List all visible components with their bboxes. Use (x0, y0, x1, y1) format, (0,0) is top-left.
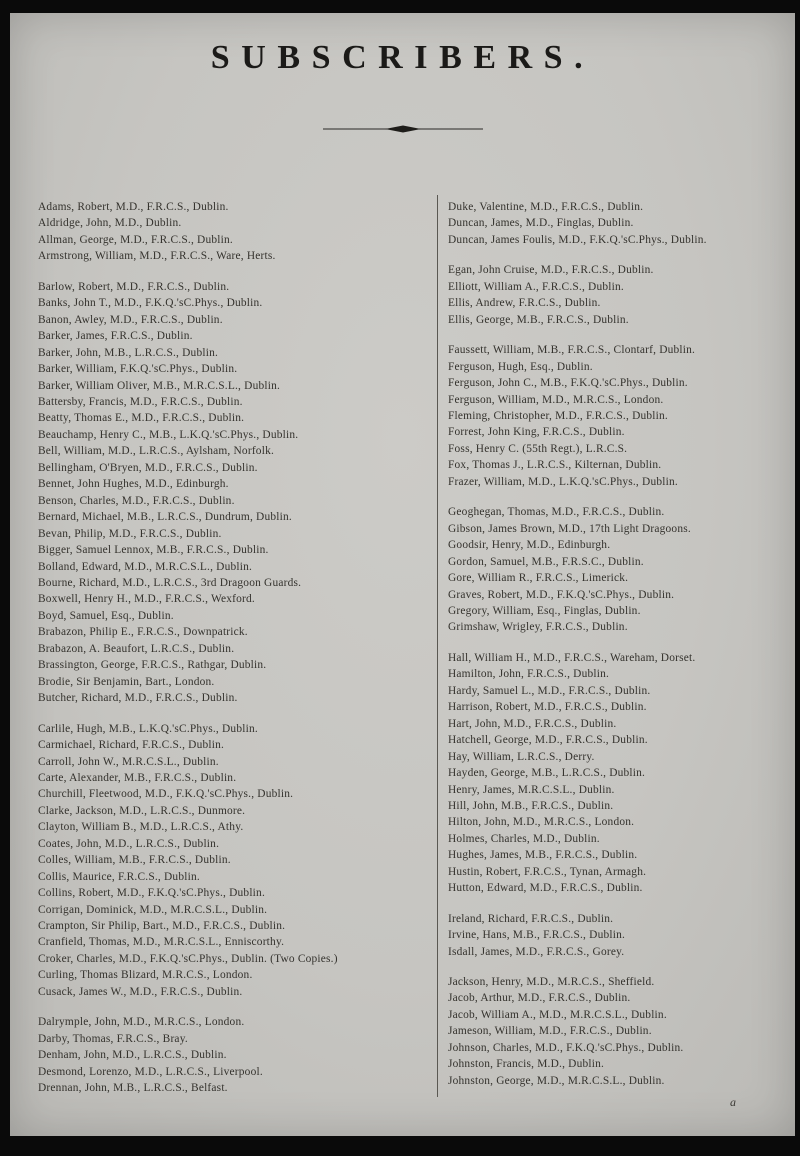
subscriber-entry: Barker, John, M.B., L.R.C.S., Dublin. (38, 346, 219, 359)
subscriber-entry: Bigger, Samuel Lennox, M.B., F.R.C.S., Dublin. (38, 544, 269, 557)
subscriber-entry: Barker, James, F.R.C.S., Dublin. (38, 330, 193, 343)
subscriber-entry: Dalrymple, John, M.D., M.R.C.S., London. (38, 1016, 245, 1029)
subscriber-entry: Bourne, Richard, M.D., L.R.C.S., 3rd Dragoon Guards. (38, 576, 302, 589)
subscriber-entry: Beatty, Thomas E., M.D., F.R.C.S., Dublin. (38, 412, 245, 425)
subscriber-entry: Irvine, Hans, M.B., F.R.C.S., Dublin. (448, 929, 626, 942)
subscriber-entry: Jameson, William, M.D., F.R.C.S., Dublin. (448, 1025, 652, 1038)
subscriber-entry: Benson, Charles, M.D., F.R.C.S., Dublin. (38, 494, 235, 507)
subscriber-entry: Boyd, Samuel, Esq., Dublin. (38, 609, 174, 622)
subscriber-entry: Bellingham, O'Bryen, M.D., F.R.C.S., Dublin. (38, 461, 258, 474)
subscriber-entry: Clayton, William B., M.D., L.R.C.S., Athy. (38, 821, 244, 834)
subscriber-entry: Banon, Awley, M.D., F.R.C.S., Dublin. (38, 313, 223, 326)
subscriber-entry: Jackson, Henry, M.D., M.R.C.S., Sheffield. (448, 976, 655, 989)
ornamental-rule (323, 121, 483, 139)
subscriber-entry: Brodie, Sir Benjamin, Bart., London. (38, 675, 215, 688)
subscriber-entry: Clarke, Jackson, M.D., L.R.C.S., Dunmore. (38, 804, 246, 817)
subscriber-entry: Ireland, Richard, F.R.C.S., Dublin. (448, 912, 614, 925)
signature-mark: a (730, 1095, 736, 1109)
subscriber-entry: Hustin, Robert, F.R.C.S., Tynan, Armagh. (448, 865, 647, 878)
subscriber-entry: Graves, Robert, M.D., F.K.Q.'sC.Phys., Dublin. (448, 588, 675, 601)
subscriber-group (38, 279, 430, 707)
subscriber-entry: Johnson, Charles, M.D., F.K.Q.'sC.Phys., Dublin. (448, 1041, 684, 1054)
subscriber-entry: Geoghegan, Thomas, M.D., F.R.C.S., Dublin. (448, 506, 665, 519)
subscriber-entry: Bolland, Edward, M.D., M.R.C.S.L., Dublin. (38, 560, 253, 573)
subscriber-entry: Allman, George, M.D., F.R.C.S., Dublin. (38, 233, 233, 246)
subscriber-entry: Aldridge, John, M.D., Dublin. (38, 217, 182, 230)
subscriber-group (38, 1014, 430, 1096)
subscriber-entry: Bennet, John Hughes, M.D., Edinburgh. (38, 478, 229, 491)
subscriber-entry: Desmond, Lorenzo, M.D., L.R.C.S., Liverpool. (38, 1065, 263, 1078)
subscriber-entry: Carroll, John W., M.R.C.S.L., Dublin. (38, 755, 219, 768)
subscriber-group (448, 199, 783, 248)
subscriber-group (38, 199, 430, 265)
subscriber-entry: Brabazon, A. Beaufort, L.R.C.S., Dublin. (38, 642, 235, 655)
subscriber-entry: Hayden, George, M.B., L.R.C.S., Dublin. (448, 767, 646, 780)
subscriber-entry: Jacob, William A., M.D., M.R.C.S.L., Dublin. (448, 1008, 667, 1021)
subscriber-entry: Ferguson, Hugh, Esq., Dublin. (448, 360, 593, 373)
subscriber-entry: Croker, Charles, M.D., F.K.Q.'sC.Phys., Dublin. (Two Copies.) (38, 952, 338, 965)
subscriber-entry: Collins, Robert, M.D., F.K.Q.'sC.Phys., Dublin. (38, 887, 265, 900)
subscriber-group (448, 911, 783, 960)
subscriber-group (448, 974, 783, 1089)
subscriber-entry: Hill, John, M.B., F.R.C.S., Dublin. (448, 799, 614, 812)
subscriber-entry: Elliott, William A., F.R.C.S., Dublin. (448, 280, 624, 293)
subscriber-entry: Armstrong, William, M.D., F.R.C.S., Ware, Herts. (38, 250, 276, 263)
subscriber-entry: Faussett, William, M.B., F.R.C.S., Clontarf, Dublin. (448, 344, 696, 357)
subscriber-entry: Hall, William H., M.D., F.R.C.S., Wareham, Dorset. (448, 651, 696, 664)
subscriber-column-left (38, 199, 430, 1111)
subscriber-entry: Ferguson, William, M.D., M.R.C.S., London. (448, 393, 664, 406)
subscriber-entry: Ellis, Andrew, F.R.C.S., Dublin. (448, 297, 601, 310)
subscriber-entry: Colles, William, M.B., F.R.C.S., Dublin. (38, 854, 231, 867)
subscriber-entry: Fox, Thomas J., L.R.C.S., Kilternan, Dublin. (448, 459, 662, 472)
subscriber-entry: Bevan, Philip, M.D., F.R.C.S., Dublin. (38, 527, 222, 540)
subscriber-entry: Adams, Robert, M.D., F.R.C.S., Dublin. (38, 201, 229, 213)
subscriber-entry: Johnston, George, M.D., M.R.C.S.L., Dublin. (448, 1074, 665, 1087)
subscriber-entry: Boxwell, Henry H., M.D., F.R.C.S., Wexford. (38, 593, 255, 606)
subscriber-entry: Crampton, Sir Philip, Bart., M.D., F.R.C.S., Dublin. (38, 920, 286, 933)
subscriber-entry: Frazer, William, M.D., L.K.Q.'sC.Phys., Dublin. (448, 475, 678, 488)
subscriber-entry: Hatchell, George, M.D., F.R.C.S., Dublin. (448, 734, 648, 747)
subscriber-entry: Darby, Thomas, F.R.C.S., Bray. (38, 1032, 188, 1045)
subscriber-entry: Forrest, John King, F.R.C.S., Dublin. (448, 426, 625, 439)
subscriber-entry: Corrigan, Dominick, M.D., M.R.C.S.L., Dublin. (38, 903, 268, 916)
paper-sheet (10, 13, 795, 1136)
column-divider (437, 195, 438, 1097)
subscriber-group (448, 342, 783, 490)
subscriber-entry: Battersby, Francis, M.D., F.R.C.S., Dublin. (38, 395, 243, 408)
subscriber-entry: Gregory, William, Esq., Finglas, Dublin. (448, 604, 641, 617)
subscriber-entry: Hughes, James, M.B., F.R.C.S., Dublin. (448, 849, 638, 862)
subscriber-entry: Carmichael, Richard, F.R.C.S., Dublin. (38, 739, 225, 752)
subscriber-entry: Duncan, James, M.D., Finglas, Dublin. (448, 217, 634, 230)
subscriber-entry: Holmes, Charles, M.D., Dublin. (448, 832, 600, 845)
subscriber-entry: Banks, John T., M.D., F.K.Q.'sC.Phys., Dublin. (38, 297, 263, 310)
subscriber-entry: Curling, Thomas Blizard, M.R.C.S., London. (38, 969, 253, 982)
subscriber-entry: Coates, John, M.D., L.R.C.S., Dublin. (38, 837, 220, 850)
subscriber-entry: Carlile, Hugh, M.B., L.K.Q.'sC.Phys., Dublin. (38, 722, 258, 735)
subscriber-entry: Hutton, Edward, M.D., F.R.C.S., Dublin. (448, 882, 643, 895)
subscriber-entry: Hay, William, L.R.C.S., Derry. (448, 750, 595, 763)
subscriber-group (38, 721, 430, 1001)
subscriber-entry: Denham, John, M.D., L.R.C.S., Dublin. (38, 1049, 227, 1062)
subscriber-entry: Isdall, James, M.D., F.R.C.S., Gorey. (448, 945, 625, 958)
subscriber-entry: Hardy, Samuel L., M.D., F.R.C.S., Dublin. (448, 684, 651, 697)
subscriber-entry: Harrison, Robert, M.D., F.R.C.S., Dublin. (448, 701, 647, 714)
subscriber-entry: Barlow, Robert, M.D., F.R.C.S., Dublin. (38, 280, 230, 293)
subscriber-entry: Duke, Valentine, M.D., F.R.C.S., Dublin. (448, 201, 644, 213)
subscriber-entry: Drennan, John, M.B., L.R.C.S., Belfast. (38, 1082, 228, 1095)
subscriber-entry: Duncan, James Foulis, M.D., F.K.Q.'sC.Phys., Dublin. (448, 233, 707, 246)
subscriber-entry: Goodsir, Henry, M.D., Edinburgh. (448, 539, 611, 552)
subscriber-entry: Gordon, Samuel, M.B., F.R.S.C., Dublin. (448, 555, 644, 568)
subscriber-entry: Barker, William, F.K.Q.'sC.Phys., Dublin. (38, 363, 238, 376)
subscriber-entry: Grimshaw, Wrigley, F.R.C.S., Dublin. (448, 621, 628, 634)
subscriber-group (448, 262, 783, 328)
subscriber-group (448, 504, 783, 636)
subscriber-entry: Collis, Maurice, F.R.C.S., Dublin. (38, 870, 200, 883)
subscriber-entry: Ellis, George, M.B., F.R.C.S., Dublin. (448, 313, 629, 326)
subscriber-entry: Gibson, James Brown, M.D., 17th Light Dragoons. (448, 522, 691, 535)
subscriber-entry: Carte, Alexander, M.B., F.R.C.S., Dublin. (38, 771, 237, 784)
subscriber-entry: Churchill, Fleetwood, M.D., F.K.Q.'sC.Phys., Dublin. (38, 788, 294, 801)
subscriber-entry: Hart, John, M.D., F.R.C.S., Dublin. (448, 717, 617, 730)
subscriber-entry: Ferguson, John C., M.B., F.K.Q.'sC.Phys., Dublin. (448, 377, 688, 390)
subscriber-entry: Jacob, Arthur, M.D., F.R.C.S., Dublin. (448, 992, 631, 1005)
subscriber-entry: Beauchamp, Henry C., M.B., L.K.Q.'sC.Phys., Dublin. (38, 428, 299, 441)
subscriber-entry: Brassington, George, F.R.C.S., Rathgar, Dublin. (38, 659, 267, 672)
subscriber-entry: Johnston, Francis, M.D., Dublin. (448, 1058, 605, 1071)
subscriber-entry: Hamilton, John, F.R.C.S., Dublin. (448, 668, 610, 681)
page-title: SUBSCRIBERS. (210, 39, 595, 76)
subscriber-entry: Cusack, James W., M.D., F.R.C.S., Dublin. (38, 985, 243, 998)
subscriber-entry: Henry, James, M.R.C.S.L., Dublin. (448, 783, 615, 796)
subscriber-column-right (448, 199, 783, 1103)
subscriber-entry: Butcher, Richard, M.D., F.R.C.S., Dublin. (38, 692, 238, 705)
subscriber-entry: Brabazon, Philip E., F.R.C.S., Downpatrick. (38, 626, 248, 639)
subscriber-entry: Gore, William R., F.R.C.S., Limerick. (448, 572, 629, 585)
subscriber-entry: Barker, William Oliver, M.B., M.R.C.S.L., Dublin. (38, 379, 281, 392)
subscriber-entry: Bell, William, M.D., L.R.C.S., Aylsham, Norfolk. (38, 445, 275, 458)
subscriber-entry: Cranfield, Thomas, M.D., M.R.C.S.L., Enniscorthy. (38, 936, 285, 949)
subscriber-entry: Foss, Henry C. (55th Regt.), L.R.C.S. (448, 442, 628, 455)
subscriber-group (448, 650, 783, 897)
subscriber-entry: Egan, John Cruise, M.D., F.R.C.S., Dublin. (448, 264, 654, 277)
subscriber-entry: Fleming, Christopher, M.D., F.R.C.S., Dublin. (448, 409, 668, 422)
subscriber-entry: Hilton, John, M.D., M.R.C.S., London. (448, 816, 635, 829)
subscriber-entry: Bernard, Michael, M.B., L.R.C.S., Dundrum, Dublin. (38, 511, 292, 524)
